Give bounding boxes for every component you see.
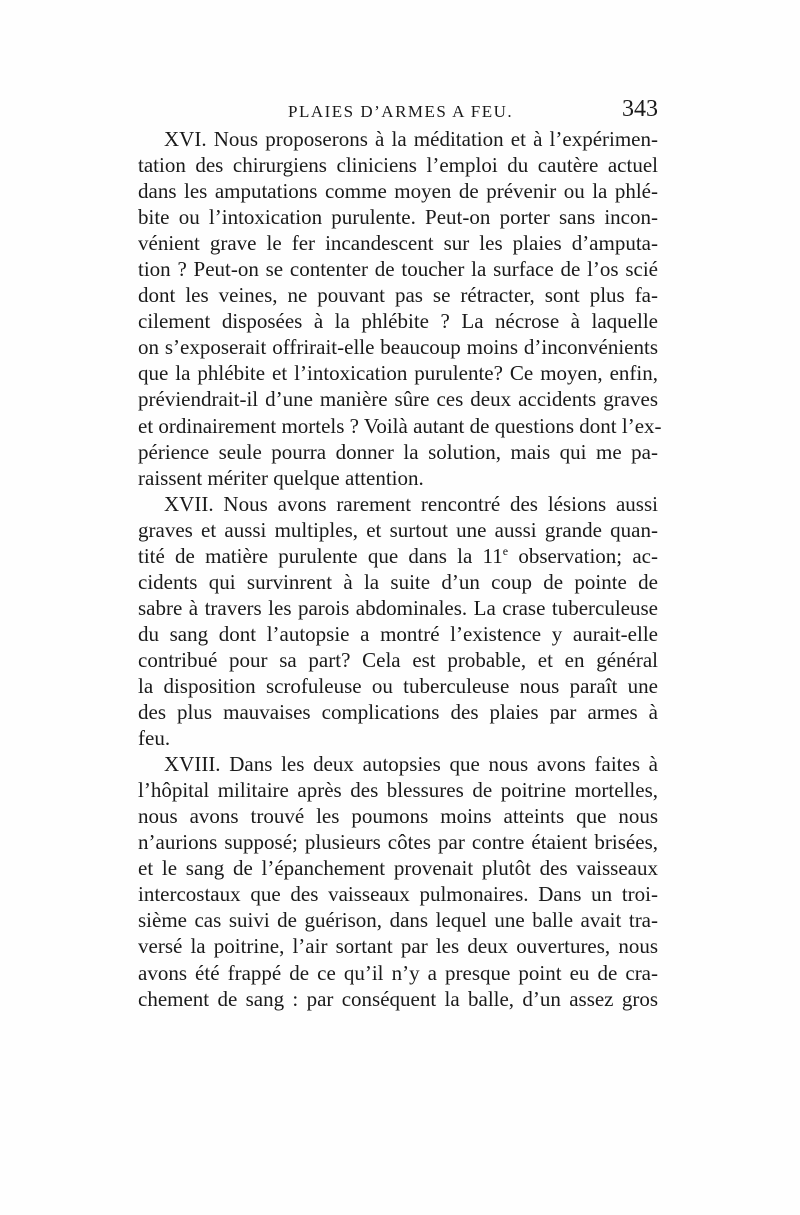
text-line: du sang dont l’autopsie a montré l’existence y aurait-elle [138, 621, 658, 646]
text-line: sabre à travers les parois abdominales. La crase tuberculeuse [138, 595, 658, 620]
page-number: 343 [622, 96, 658, 122]
text-line: sième cas suivi de guérison, dans lequel une balle avait tra- [138, 908, 658, 933]
text-line: périence seule pourra donner la solution, mais qui me pa- [138, 439, 658, 464]
text-line: versé la poitrine, l’air sortant par les deux ouvertures, nous [138, 934, 658, 959]
text-segment: observation; ac- [508, 543, 658, 568]
text-line: raissent mériter quelque attention. [138, 465, 424, 490]
text-line: l’hôpital militaire après des blessures de poitrine mortelles, [138, 778, 658, 803]
text-line: tation des chirurgiens cliniciens l’emploi du cautère actuel [138, 153, 658, 178]
text-line: des plus mauvaises complications des plaies par armes à [138, 700, 658, 725]
text-line: XVI. Nous proposerons à la méditation et à l’expérimen- [164, 127, 658, 151]
text-line: dans les amputations comme moyen de prévenir ou la phlé- [138, 179, 658, 204]
text-line: XVIII. Dans les deux autopsies que nous avons faites à [164, 752, 658, 777]
text-line: tion ? Peut-on se contenter de toucher la surface de l’os scié [138, 257, 658, 282]
text-line: préviendrait-il d’une manière sûre ces deux accidents graves [138, 387, 658, 412]
text-line: la disposition scrofuleuse ou tuberculeuse nous paraît une [138, 673, 658, 698]
text-line: et ordinairement mortels ? Voilà autant de questions dont l’ex- [138, 413, 662, 438]
text-line: vénient grave le fer incandescent sur les plaies d’amputa- [138, 231, 658, 256]
text-line: bite ou l’intoxication purulente. Peut-on porter sans incon- [138, 205, 658, 230]
superscript: e [502, 543, 509, 558]
text-line: intercostaux que des vaisseaux pulmonaires. Dans un troi- [138, 882, 658, 907]
page-header [138, 96, 658, 128]
text-line: XVII. Nous avons rarement rencontré des lésions aussi [164, 491, 658, 516]
text-line: on s’exposerait offrirait-elle beaucoup moins d’inconvénients [138, 335, 658, 360]
text-line: dont les veines, ne pouvant pas se rétracter, sont plus fa- [138, 283, 658, 308]
text-line-with-superscript [138, 543, 658, 569]
text-line: que la phlébite et l’intoxication purulente? Ce moyen, enfin, [138, 361, 658, 386]
text-segment: tité de matière purulente que dans la 11 [138, 543, 503, 568]
text-line: nous avons trouvé les poumons moins atteints que nous [138, 804, 658, 829]
running-title: PLAIES D’ARMES A FEU. [288, 102, 514, 121]
text-line: feu. [138, 726, 171, 751]
text-line: graves et aussi multiples, et surtout une aussi grande quan- [138, 517, 658, 542]
text-line: cidents qui survinrent à la suite d’un coup de pointe de [138, 569, 658, 594]
text-line: n’aurions supposé; plusieurs côtes par contre étaient brisées, [138, 830, 658, 855]
text-line: et le sang de l’épanchement provenait plutôt des vaisseaux [138, 856, 658, 881]
text-line: cilement disposées à la phlébite ? La nécrose à laquelle [138, 309, 658, 334]
text-line: contribué pour sa part? Cela est probable, et en général [138, 647, 658, 672]
text-line: avons été frappé de ce qu’il n’y a presque point eu de cra- [138, 960, 658, 985]
text-line: chement de sang : par conséquent la balle, d’un assez gros [138, 986, 658, 1011]
body-text [138, 126, 662, 1012]
